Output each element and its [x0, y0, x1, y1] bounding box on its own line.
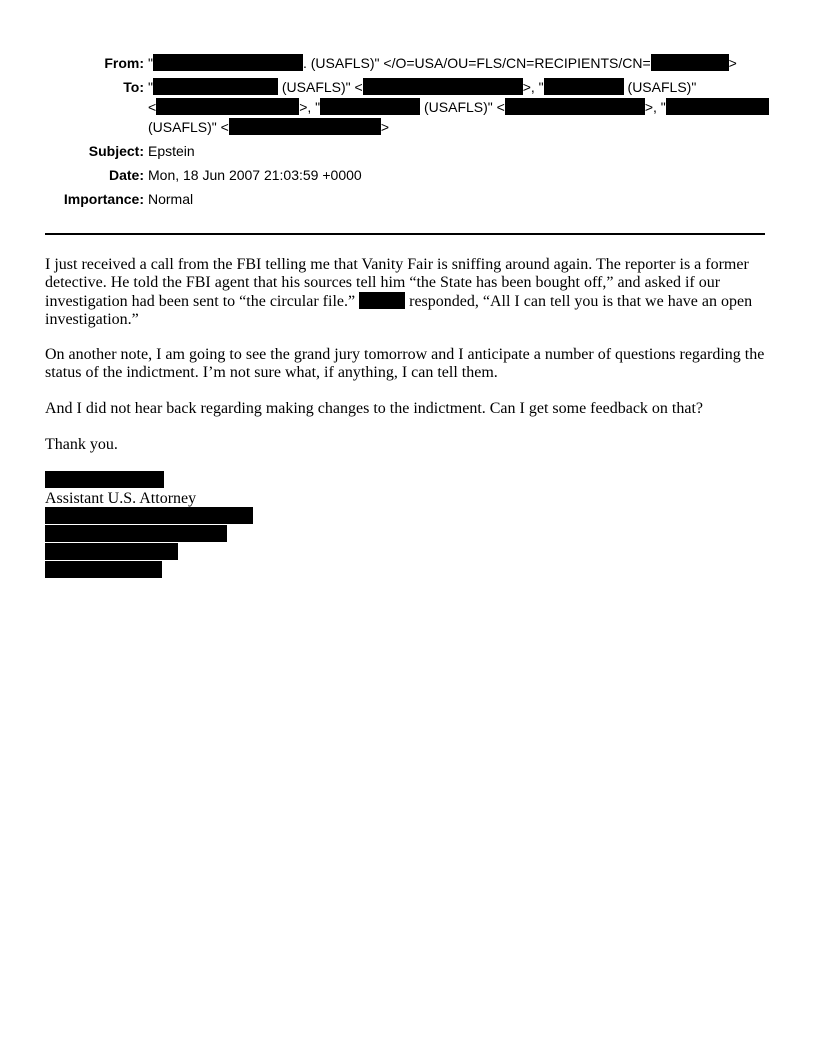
- to-value-line-1: " (USAFLS)" < >, " (USAFLS)": [148, 79, 697, 95]
- signature-line-redaction-3: [45, 543, 178, 560]
- signature-line-redaction-4: [45, 561, 162, 578]
- signature-line-redaction-1: [45, 507, 253, 524]
- to-label: To:: [123, 79, 144, 95]
- header-divider: [45, 233, 765, 235]
- importance-label: Importance:: [63, 191, 144, 207]
- date-value: Mon, 18 Jun 2007 21:03:59 +0000: [148, 167, 362, 183]
- redaction-box: [156, 98, 299, 115]
- signature-name-redaction: [45, 471, 164, 488]
- signature-line-redaction-2: [45, 525, 227, 542]
- redaction-box: [544, 78, 624, 95]
- redaction-box: [505, 98, 645, 115]
- importance-value: Normal: [148, 191, 194, 207]
- body-paragraph-3: And I did not hear back regarding making changes to the indictment. Can I get some feedback on that?: [45, 400, 704, 417]
- body-paragraph-2: On another note, I am going to see the grand jury tomorrow and I anticipate a number of questions regarding the status of the indictment. I’m not sure what, if anything, I can tell them.: [45, 346, 765, 381]
- from-label: From:: [104, 55, 144, 71]
- redaction-box: [153, 54, 303, 71]
- subject-label: Subject:: [88, 143, 144, 159]
- redaction-box: [229, 118, 381, 135]
- redaction-box: [363, 78, 523, 95]
- redaction-box: [359, 292, 405, 309]
- redaction-box: [651, 54, 729, 71]
- to-value-line-2: < >, " (USAFLS)" < >, ": [148, 97, 769, 117]
- redaction-box: [320, 98, 420, 115]
- redaction-box: [153, 78, 278, 95]
- body-paragraph-4: Thank you.: [45, 436, 118, 453]
- date-label: Date:: [108, 167, 144, 183]
- signature-title: Assistant U.S. Attorney: [45, 490, 197, 507]
- redaction-box: [666, 98, 769, 115]
- to-value-line-3: (USAFLS)" < >: [148, 119, 390, 135]
- subject-value: Epstein: [148, 143, 195, 159]
- body-paragraph-1: I just received a call from the FBI telling me that Vanity Fair is sniffing around again. The reporter is a former detective. He told the FBI agent that his sources tell him “the State has been bought off,” and asked if our investigation had been sent to “the circular file.” responded, “All I can tell you is that we have an open investigation.”: [45, 256, 753, 328]
- from-value: " . (USAFLS)" </O=USA/OU=FLS/CN=RECIPIENTS/CN= >: [148, 55, 737, 71]
